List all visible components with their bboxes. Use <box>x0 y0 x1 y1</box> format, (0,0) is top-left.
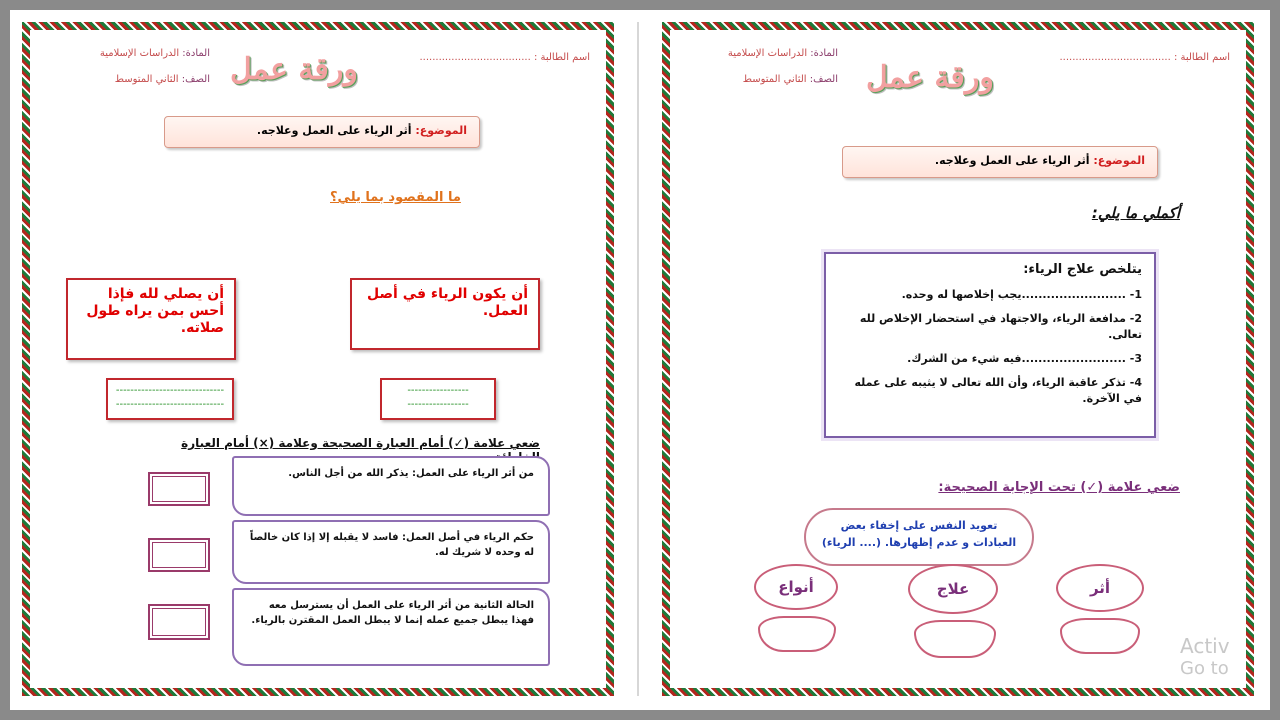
answer-box-2[interactable]: ------------------------------ ------------------------------ <box>106 378 234 420</box>
topic-label: الموضوع: <box>415 124 467 137</box>
grade-label: الصف: <box>181 74 210 85</box>
statement-2: حكم الرياء في أصل العمل: فاسد لا يقبله إلا إذا كان خالصاً له وحده لا شريك له. <box>232 520 550 584</box>
student-name-blank: ................................... <box>419 52 531 63</box>
student-name-label: اسم الطالبة : <box>533 52 590 63</box>
answer-checkbox-3[interactable] <box>148 604 210 640</box>
statement-line-2: العبادات و عدم إظهارها. (.... الرياء) <box>821 535 1017 549</box>
complete-instruction: أكملي ما يلي: <box>1091 204 1180 222</box>
term-box-2: أن يصلي لله فإذا أحس بمن يراه طول صلاته. <box>66 278 236 360</box>
worksheet-left <box>22 22 614 696</box>
truefalse-instruction: ضعي علامة (✓) أمام العبارة الصحيحة وعلامة (×) أمام العبارة <box>181 436 540 450</box>
student-name-field <box>1060 52 1231 63</box>
answer-box-1[interactable]: ----------------- ----------------- <box>380 378 496 420</box>
subject-line <box>698 48 838 59</box>
student-name-blank: ................................... <box>1059 52 1171 63</box>
subject-label: المادة: <box>810 48 838 59</box>
answer-checkbox-1[interactable] <box>148 472 210 506</box>
student-name-field <box>420 52 591 63</box>
grade-label: الصف: <box>809 74 838 85</box>
option-bubble-2[interactable]: علاج <box>908 564 998 614</box>
topic-box <box>842 146 1158 178</box>
subject-value: الدراسات الإسلامية <box>727 48 808 59</box>
complete-item-3[interactable]: 3- .........................فيه شيء من الشرك. <box>907 351 1142 365</box>
option-heart-1[interactable] <box>1060 618 1140 654</box>
grade-line <box>70 74 210 85</box>
complete-item-2: 2- مدافعة الرياء، والاجتهاد في استحضار الإخلاص لله تعالى. <box>859 311 1142 341</box>
subject-value: الدراسات الإسلامية <box>99 48 180 59</box>
complete-item-1[interactable]: 1- .........................يجب إخلاصها له وحده. <box>901 288 1142 301</box>
option-bubble-1[interactable]: أثر <box>1056 564 1144 612</box>
watermark-line-1: Activ <box>1180 634 1230 658</box>
subject-line <box>70 48 210 59</box>
worksheet-title: ورقة عمل <box>230 52 358 87</box>
grade-value: الثاني المتوسط <box>114 74 179 85</box>
term-box-1: أن يكون الرياء في أصل العمل. <box>350 278 540 350</box>
grade-line <box>698 74 838 85</box>
statement-line-1: تعويد النفس على إخفاء بعض <box>840 519 998 532</box>
watermark-line-2: Go to <box>1180 658 1229 679</box>
worksheet-right <box>662 22 1254 696</box>
topic-value: أثر الرياء على العمل وعلاجه. <box>256 124 412 137</box>
student-name-label: اسم الطالبة : <box>1173 52 1230 63</box>
worksheet-title: ورقة عمل <box>866 60 994 95</box>
statement-shape <box>804 508 1034 566</box>
statement-3: الحالة الثانية من أثر الرياء على العمل أن يسترسل معه فهذا يبطل جميع عمله إنما لا يبطل العمل المقترن بالرياء. <box>232 588 550 666</box>
option-heart-3[interactable] <box>758 616 836 652</box>
topic-label: الموضوع: <box>1093 154 1145 167</box>
complete-item-4: 4- تذكر عاقبة الرياء، وأن الله تعالى لا يثيبه على عمله في الآخرة. <box>854 375 1142 405</box>
option-heart-2[interactable] <box>914 620 996 658</box>
option-bubble-3[interactable]: أنواع <box>754 564 838 610</box>
complete-box <box>824 252 1156 438</box>
subject-label: المادة: <box>182 48 210 59</box>
statement-1: من أثر الرياء على العمل: يذكر الله من أجل الناس. <box>232 456 550 516</box>
choose-instruction: ضعي علامة (✓) تحت الإجابة الصحيحة: <box>938 480 1180 495</box>
page-divider <box>637 22 639 696</box>
topic-box <box>164 116 480 148</box>
complete-heading: يتلخص علاج الرياء: <box>1023 262 1142 277</box>
define-question: ما المقصود بما يلي؟ <box>330 190 461 205</box>
answer-checkbox-2[interactable] <box>148 538 210 572</box>
activation-watermark <box>1180 634 1230 680</box>
grade-value: الثاني المتوسط <box>742 74 807 85</box>
topic-value: أثر الرياء على العمل وعلاجه. <box>934 154 1090 167</box>
